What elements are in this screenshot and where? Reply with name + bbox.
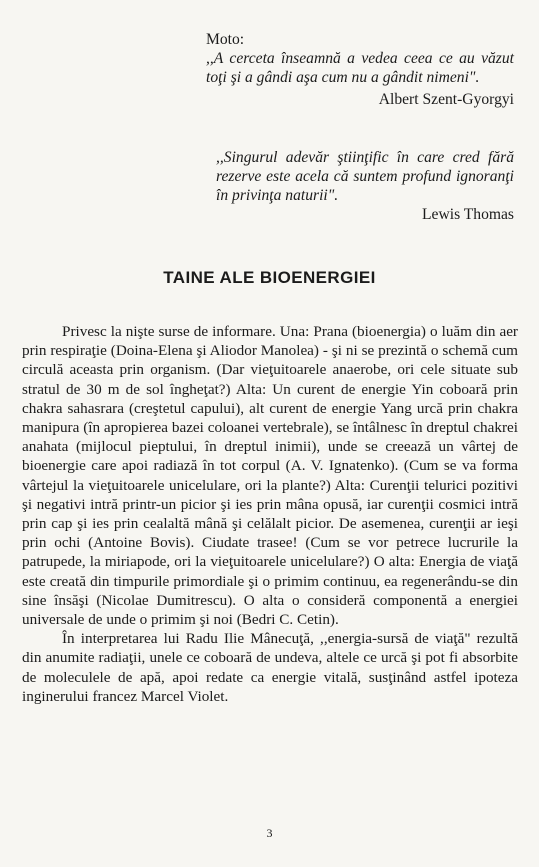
motto-block-1 <box>206 30 514 109</box>
motto-label: Moto: <box>206 31 245 48</box>
chapter-title: TAINE ALE BIOENERGIEI <box>163 268 376 287</box>
motto-quote-2: ,,Singurul adevăr ştiinţific în care cred fără rezerve este acela că suntem profund ignoranţi în privinţa naturii". <box>216 149 514 204</box>
body-text <box>22 322 518 706</box>
motto-author-1: Albert Szent-Gyorgyi <box>378 91 514 108</box>
paragraph-2: În interpretarea lui Radu Ilie Mânecuţă, ,,energia-sursă de viaţă" rezultă din anumite radiaţii, unele ce coboară de undeva, altele ce urcă şi pot fi absorbite de moleculele de apă, apoi redate ca energie vitală, susţinând astfel ipoteza inginerului francez Marcel Violet. <box>22 630 518 705</box>
paragraph-1: Privesc la nişte surse de informare. Una: Prana (bioenergia) o luăm din aer prin respiraţie (Doina-Elena şi Aliodor Manolea) - şi ni se prezintă o schemă cum circulă aceasta prin organism. (Dar vieţuitoarele anaerobe, ori cele situate sub stratul de 30 m de sol îngheţat?) Alta: Un curent de energie Yin coboară prin chakra sahasrara (creştetul capului), alt curent de energie Yang urcă prin chakra manipura (în apropierea bazei coloanei vertebrale), se întâlnesc în dreptul chakrei anahata (mijlocul pieptului, în dreptul inimii), unde se creează un vârtej de bioenergie care apoi radiază în tot corpul (A. V. Ignatenko). (Cum se va forma vârtejul la vieţuitoarele unicelulare, ori la plante?) Alta: Curenţii telurici pozitivi şi negativi intră printr-un picior şi ies prin mâna opusă, iar curenţii cosmici intră prin cap şi ies prin cealaltă mână şi celălalt picior. De asemenea, curenţii ar ieşi prin ochi (Antoine Bovis). Ciudate trasee! (Cum se vor petrece lucrurile la patrupede, la miriapode, ori la vieţuitoarele unicelulare?) O alta: Energia de viaţă este creată din timpurile primordiale şi o primim continuu, ea regenerându-se din sine însăşi (Nicolae Dumitrescu). O alta o consideră componentă a energiei universale de unde o primim şi noi (Bedri C. Cetin). <box>22 323 518 629</box>
motto-author-2: Lewis Thomas <box>422 206 514 223</box>
motto-block-2 <box>216 148 514 224</box>
page-number: 3 <box>266 826 273 840</box>
motto-quote-1: ,,A cerceta înseamnă a vedea ceea ce au văzut toţi şi a gândi aşa cum nu a gândit nimeni". <box>206 50 514 86</box>
